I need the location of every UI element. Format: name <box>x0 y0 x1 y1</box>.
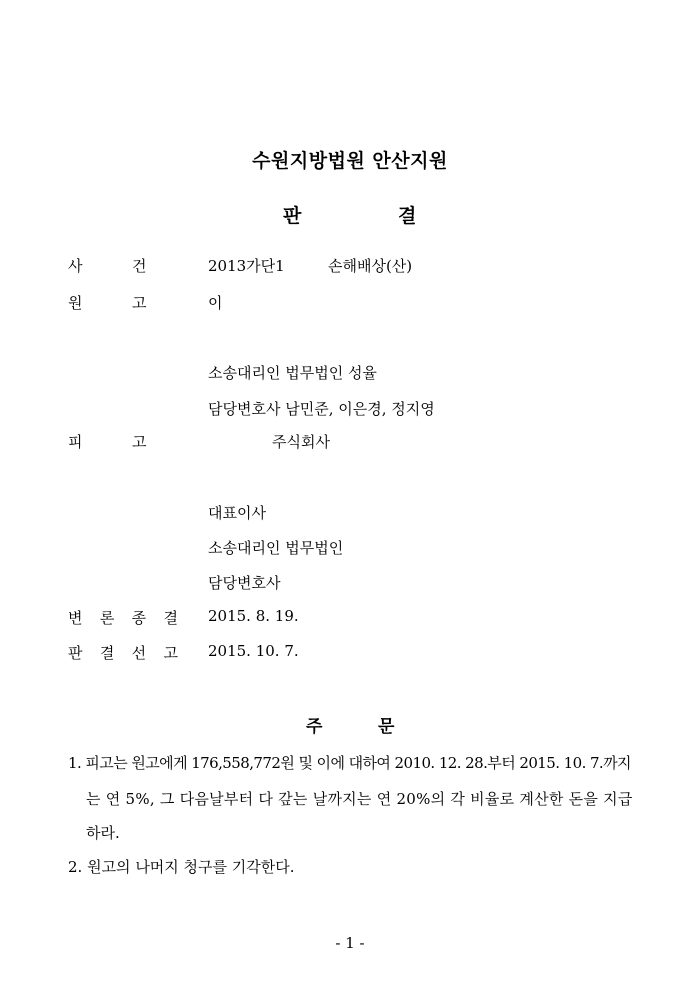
defendant-label-1: 피 <box>68 433 83 451</box>
doc-title-char-1: 판 <box>283 205 302 227</box>
plaintiff-lawyers: 담당변호사 남민준, 이은경, 정지영 <box>208 400 435 418</box>
argument-end-label: 변 론 종 결 <box>68 609 178 627</box>
defendant-lawyer: 담당변호사 <box>208 574 281 592</box>
doc-title-char-2: 결 <box>398 205 417 227</box>
plaintiff-counsel: 소송대리인 법무법인 성율 <box>208 364 377 382</box>
defendant-representative: 대표이사 <box>208 504 266 522</box>
argument-end-date: 2015. 8. 19. <box>208 607 299 625</box>
order-item-2: 2. 원고의 나머지 청구를 기각한다. <box>68 858 295 876</box>
case-name: 손해배상(산) <box>328 257 413 275</box>
order-item-1-line-1: 1. 피고는 원고에게 176,558,772원 및 이에 대하여 2010. 12. 28.부터 2015. 10. 7.까지 <box>68 754 631 772</box>
case-label-2: 건 <box>132 257 147 275</box>
defendant-counsel: 소송대리인 법무법인 <box>208 539 344 557</box>
case-label-1: 사 <box>68 257 83 275</box>
plaintiff-label-1: 원 <box>68 294 83 312</box>
judgment-date: 2015. 10. 7. <box>208 642 299 660</box>
page-number: - 1 - <box>335 934 365 952</box>
defendant-label-2: 고 <box>132 433 147 451</box>
order-item-1-line-2: 는 연 5%, 그 다음날부터 다 갚는 날까지는 연 20%의 각 비율로 계산한 돈을 지급 <box>86 790 633 808</box>
defendant-name: 주식회사 <box>272 433 330 451</box>
court-name: 수원지방법원 안산지원 <box>252 150 448 172</box>
case-number: 2013가단1 <box>208 257 285 275</box>
plaintiff-label-2: 고 <box>132 294 147 312</box>
main-heading-char-1: 주 <box>306 717 323 737</box>
order-item-1-line-3: 하라. <box>86 824 120 842</box>
main-heading-char-2: 문 <box>378 717 395 737</box>
judgment-date-label: 판 결 선 고 <box>68 644 178 662</box>
plaintiff-name: 이 <box>208 294 223 312</box>
